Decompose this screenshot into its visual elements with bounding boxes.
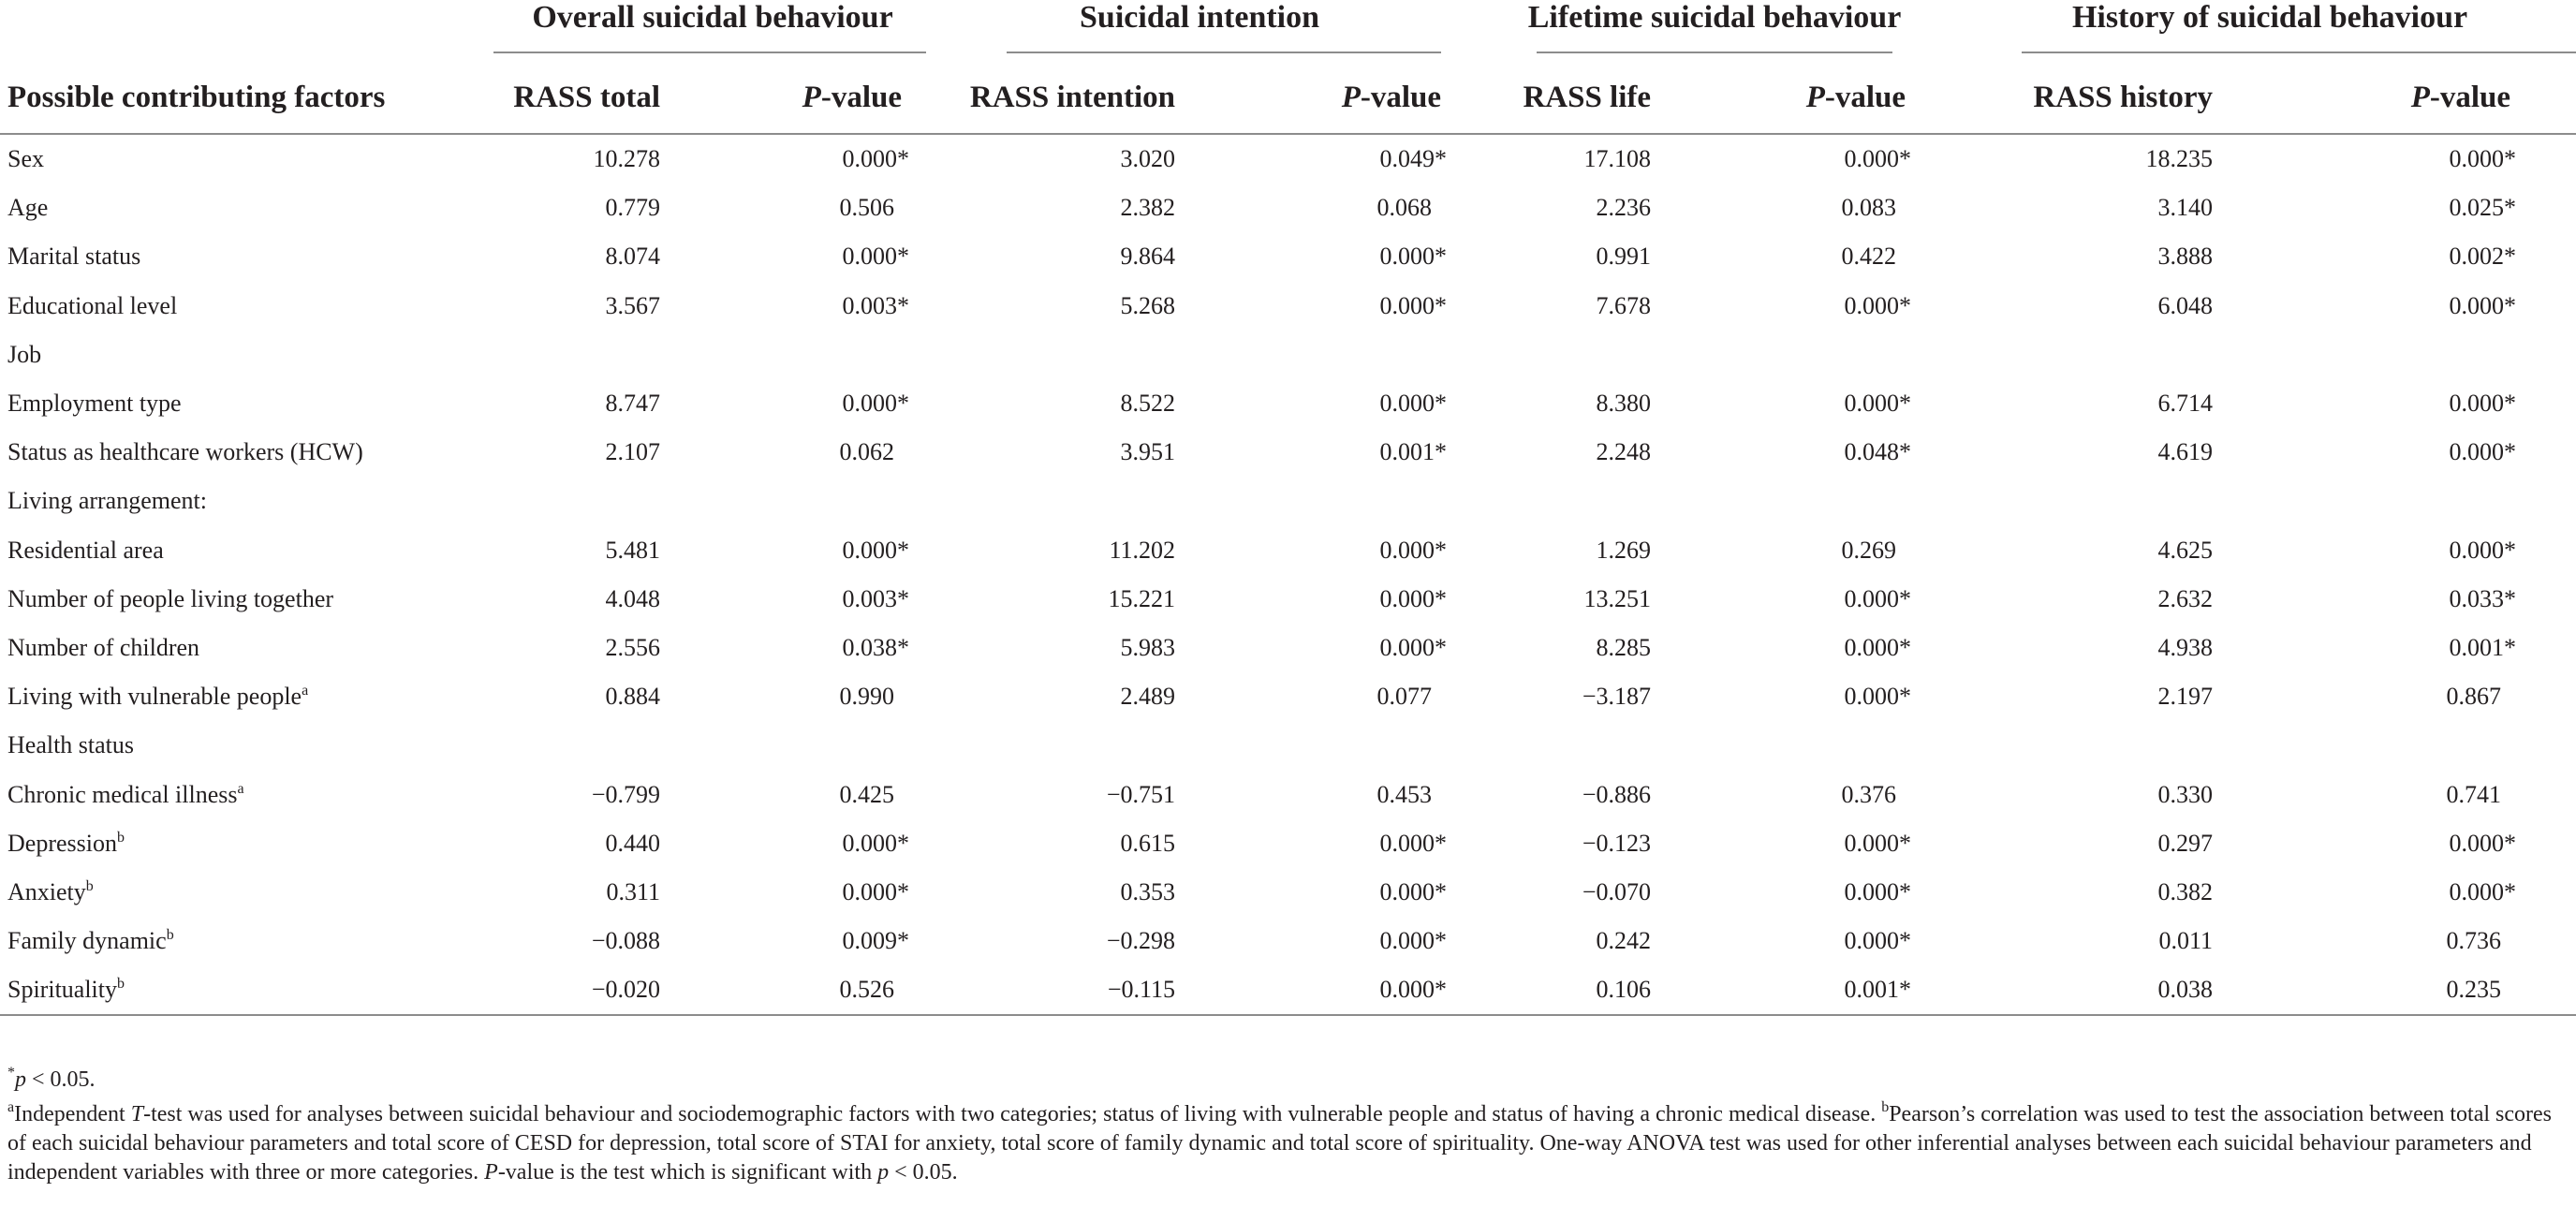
pvalue-cell (1175, 477, 1465, 525)
stat-cell: 2.107 (605, 438, 660, 466)
stat-cell: 13.251 (1583, 584, 1652, 612)
factor-cell: Spirituality$^b$ (0, 965, 492, 1015)
pvalue-cell: 0.000* (842, 243, 910, 271)
pvalue-cell (1175, 331, 1465, 379)
group-rule (493, 52, 926, 53)
pvalue-cell: 0.000* (2449, 291, 2517, 319)
pvalue-cell: 0.000* (1379, 877, 1448, 905)
stat-cell (492, 721, 660, 770)
stat-cell: 2.632 (2157, 584, 2214, 612)
stat-cell: 3.567 (605, 291, 660, 319)
stat-cell: 0.038 (1980, 965, 2233, 1015)
group-title-intention: Suicidal intention (1080, 0, 1320, 35)
stat-cell: 0.297 (2157, 829, 2214, 857)
pvalue-cell: 0.000* (1379, 291, 1448, 319)
stat-cell (1980, 477, 2233, 525)
stat-cell: −0.751 (1106, 780, 1176, 808)
stat-cell: 0.353 (1120, 877, 1176, 905)
table-row (0, 428, 2576, 477)
table-row (0, 134, 2576, 184)
pvalue-cell: 0.001* (1690, 965, 1980, 1015)
pvalue-cell: 0.000* (2449, 390, 2517, 418)
stat-cell: 0.779 (605, 194, 660, 222)
stat-cell: 8.522 (1120, 390, 1176, 418)
stat-cell: 2.489 (1120, 683, 1176, 711)
factor-cell: Sex (7, 145, 44, 173)
pvalue-cell: 0.001* (1379, 438, 1448, 466)
stat-cell: 4.938 (2157, 633, 2214, 661)
pvalue-cell: 0.083 (1841, 194, 1897, 222)
significance-note: *p < 0.05. (7, 1065, 96, 1092)
pvalue-cell: 0.425 (839, 780, 895, 808)
factor-cell: Age (7, 194, 49, 222)
pvalue-cell: 0.000* (1379, 927, 1448, 955)
factor-cell: Number of children (7, 633, 200, 661)
factor-cell: Depression$^b$ (7, 829, 125, 857)
table-footnotes (7, 1066, 2569, 1187)
stat-cell: 8.380 (1596, 390, 1652, 418)
table-row (0, 965, 2576, 1015)
stat-cell: 3.140 (2157, 194, 2214, 222)
table-row (0, 721, 2576, 770)
pvalue-cell: 0.422 (1841, 243, 1897, 271)
pvalue-cell: 0.506 (839, 194, 895, 222)
stat-cell: 4.048 (605, 584, 660, 612)
pvalue-cell: 0.033* (2449, 584, 2517, 612)
table-row (0, 672, 2576, 721)
table-row (0, 184, 2576, 232)
stat-cell: −0.115 (950, 965, 1175, 1015)
stat-cell (492, 331, 660, 379)
pvalue-cell: 0.376 (1841, 780, 1897, 808)
pvalue-cell: 0.000* (1844, 633, 1912, 661)
pvalue-cell: 0.453 (1376, 780, 1433, 808)
group-title-lifetime: Lifetime suicidal behaviour (1527, 0, 1902, 35)
pvalue-cell: 0.002* (2449, 243, 2517, 271)
pvalue-cell: 0.000* (1379, 584, 1448, 612)
pvalue-cell: 0.000* (1844, 390, 1912, 418)
pvalue-cell (1690, 721, 1980, 770)
stat-cell: 8.747 (605, 390, 660, 418)
pvalue-cell: 0.867 (2446, 683, 2502, 711)
table-row (0, 917, 2576, 965)
stat-cell: 5.268 (1120, 291, 1176, 319)
pvalue-cell (1690, 477, 1980, 525)
table-row (0, 477, 2576, 525)
stat-cell: 2.382 (1120, 194, 1176, 222)
stat-cell: 6.048 (2157, 291, 2214, 319)
stat-cell: 3.888 (2157, 243, 2214, 271)
pvalue-cell (1690, 331, 1980, 379)
pvalue-cell: 0.048* (1844, 438, 1912, 466)
stat-cell: 0.991 (1596, 243, 1652, 271)
pvalue-cell (2233, 477, 2576, 525)
pvalue-cell (660, 477, 950, 525)
pvalue-cell (660, 331, 950, 379)
pvalue-cell: 0.009* (842, 927, 910, 955)
pvalue-cell: 0.000* (2449, 438, 2517, 466)
stat-cell: −0.088 (591, 927, 660, 955)
pvalue-cell: 0.000* (1844, 829, 1912, 857)
stat-cell (1980, 331, 2233, 379)
stat-cell (1465, 331, 1690, 379)
pvalue-cell: 0.062 (839, 438, 895, 466)
factor-cell: Residential area (7, 536, 164, 564)
pvalue-cell: 0.003* (842, 291, 910, 319)
pvalue-cell: 0.000* (842, 390, 910, 418)
pvalue-cell: 0.077 (1376, 683, 1433, 711)
factor-cell: Family dynamic$^b$ (7, 927, 174, 955)
stat-cell (950, 477, 1175, 525)
stat-cell: 15.221 (1108, 584, 1176, 612)
factor-cell: Marital status (7, 243, 141, 271)
pvalue-cell: 0.038* (842, 633, 910, 661)
pvalue-column-header: P-value (802, 80, 903, 114)
pvalue-cell: 0.000* (842, 877, 910, 905)
pvalue-cell: 0.741 (2446, 780, 2502, 808)
pvalue-column-header: P-value (1805, 80, 1906, 114)
pvalue-cell: 0.000* (1379, 243, 1448, 271)
pvalue-cell: 0.068 (1376, 194, 1433, 222)
pvalue-cell: 0.003* (842, 584, 910, 612)
table-row (0, 624, 2576, 672)
pvalue-cell: 0.736 (2446, 927, 2502, 955)
stat-cell: 7.678 (1596, 291, 1652, 319)
factor-column-header: Possible contributing factors (7, 80, 386, 114)
pvalue-cell: 0.000* (2449, 145, 2517, 173)
stat-cell: 0.011 (2158, 927, 2214, 955)
pvalue-cell: 0.990 (839, 683, 895, 711)
pvalue-cell: 0.000* (1844, 927, 1912, 955)
stat-cell: 0.884 (605, 683, 660, 711)
stat-cell: 17.108 (1583, 145, 1652, 173)
stat-cell: −0.886 (1582, 780, 1652, 808)
stat-cell: −0.298 (1106, 927, 1176, 955)
pvalue-cell: 0.000* (1844, 877, 1912, 905)
stat-column-header: RASS total (513, 80, 660, 114)
stat-cell: 3.951 (1120, 438, 1176, 466)
stat-cell: 0.106 (1465, 965, 1690, 1015)
stat-column-header: RASS life (1523, 80, 1652, 114)
pvalue-cell: 0.025* (2449, 194, 2517, 222)
table-row (0, 232, 2576, 281)
table-body (0, 134, 2576, 1015)
pvalue-cell (2233, 721, 2576, 770)
stat-cell: 18.235 (2145, 145, 2214, 173)
factor-cell: Number of people living together (7, 584, 334, 612)
stat-cell: 2.236 (1596, 194, 1652, 222)
factor-cell: Living arrangement: (7, 487, 207, 515)
pvalue-cell: 0.000* (842, 536, 910, 564)
stat-cell: 5.983 (1120, 633, 1176, 661)
pvalue-cell: 0.000* (2449, 877, 2517, 905)
table-header (0, 0, 2576, 134)
stat-cell: 0.242 (1596, 927, 1652, 955)
factor-cell: Living with vulnerable people$^a$ (7, 683, 309, 711)
group-title-overall: Overall suicidal behaviour (532, 0, 893, 35)
stat-cell: −0.123 (1582, 829, 1652, 857)
stat-cell (950, 721, 1175, 770)
stat-cell: 2.556 (605, 633, 660, 661)
group-title-history: History of suicidal behaviour (2071, 0, 2468, 35)
method-note: $^a$Independent T-test was used for analyses between suicidal behaviour and sociodemographic factors with two categories; status of living with vulnerable people and status of having a chronic medical disease. $^b$Pearson’s correlation was used to test the association between total scores of each suicidal behaviour parameters and total score of CESD for depression, total score of STAI for anxiety, total score of family dynamic and total score of spirituality. One-way ANOVA test was used for other inferential analyses between each suicidal behaviour parameters and independent variables with three or more categories. P-value is the test which is significant with p < 0.05. (7, 1099, 2553, 1185)
stat-column-header: RASS history (2033, 80, 2214, 114)
pvalue-cell (660, 721, 950, 770)
factor-cell: Employment type (7, 390, 182, 418)
stat-cell: 8.285 (1596, 633, 1652, 661)
pvalue-cell: 0.000* (1844, 291, 1912, 319)
pvalue-column-header: P-value (1341, 80, 1442, 114)
pvalue-cell: 0.526 (660, 965, 950, 1015)
pvalue-cell: 0.000* (1844, 584, 1912, 612)
table-row (0, 526, 2576, 575)
stat-cell: 11.202 (1109, 536, 1176, 564)
factor-cell: Educational level (7, 291, 178, 319)
group-rule (1007, 52, 1441, 53)
pvalue-cell (1175, 721, 1465, 770)
stat-cell: 0.382 (2157, 877, 2214, 905)
table-row (0, 770, 2576, 818)
pvalue-cell: 0.269 (1841, 536, 1897, 564)
stat-cell: 4.619 (2157, 438, 2214, 466)
pvalue-cell: 0.000* (842, 829, 910, 857)
pvalue-cell: 0.000* (2449, 829, 2517, 857)
factor-cell: Anxiety$^b$ (7, 877, 94, 905)
factor-cell: Health status (7, 731, 135, 759)
stat-cell: 5.481 (605, 536, 660, 564)
pvalue-cell: 0.001* (2449, 633, 2517, 661)
stat-cell (1465, 721, 1690, 770)
stat-cell: 2.248 (1596, 438, 1652, 466)
table-row (0, 868, 2576, 917)
pvalue-cell: 0.000* (1844, 145, 1912, 173)
stat-cell: 9.864 (1120, 243, 1176, 271)
stat-cell: 0.615 (1120, 829, 1176, 857)
stat-cell: 8.074 (605, 243, 660, 271)
table-row (0, 379, 2576, 428)
stat-cell: −0.070 (1582, 877, 1652, 905)
pvalue-cell: 0.000* (1844, 683, 1912, 711)
table-row (0, 819, 2576, 868)
stat-column-header: RASS intention (969, 80, 1176, 114)
table-row (0, 282, 2576, 331)
table-row (0, 331, 2576, 379)
stat-cell: 6.714 (2157, 390, 2214, 418)
stat-cell (1465, 477, 1690, 525)
stat-cell: 4.625 (2157, 536, 2214, 564)
stat-cell: 10.278 (593, 145, 660, 173)
pvalue-cell: 0.000* (2449, 536, 2517, 564)
pvalue-cell (2233, 331, 2576, 379)
pvalue-cell: 0.000* (1379, 390, 1448, 418)
pvalue-cell: 0.000* (842, 145, 910, 173)
pvalue-cell: 0.049* (1379, 145, 1448, 173)
factor-cell: Status as healthcare workers (HCW) (7, 438, 363, 466)
stat-cell: 3.020 (1120, 145, 1176, 173)
stat-cell: 0.440 (605, 829, 660, 857)
stat-cell (1980, 721, 2233, 770)
pvalue-cell: 0.235 (2233, 965, 2576, 1015)
pvalue-cell: 0.000* (1379, 829, 1448, 857)
stat-cell (950, 331, 1175, 379)
stat-cell: −3.187 (1582, 683, 1652, 711)
stat-cell (492, 477, 660, 525)
stat-cell: −0.020 (492, 965, 660, 1015)
pvalue-cell: 0.000* (1379, 633, 1448, 661)
factor-cell: Chronic medical illness$^a$ (7, 780, 244, 808)
group-rule (2022, 52, 2576, 53)
pvalue-cell: 0.000* (1175, 965, 1465, 1015)
stat-cell: 0.330 (2157, 780, 2214, 808)
stat-cell: −0.799 (591, 780, 660, 808)
stat-cell: 2.197 (2157, 683, 2214, 711)
group-rule (1537, 52, 1892, 53)
pvalue-column-header: P-value (2410, 80, 2511, 114)
stat-cell: 0.311 (606, 877, 660, 905)
factor-cell: Job (7, 340, 42, 368)
stat-cell: 1.269 (1596, 536, 1652, 564)
table-row (0, 575, 2576, 624)
pvalue-cell: 0.000* (1379, 536, 1448, 564)
